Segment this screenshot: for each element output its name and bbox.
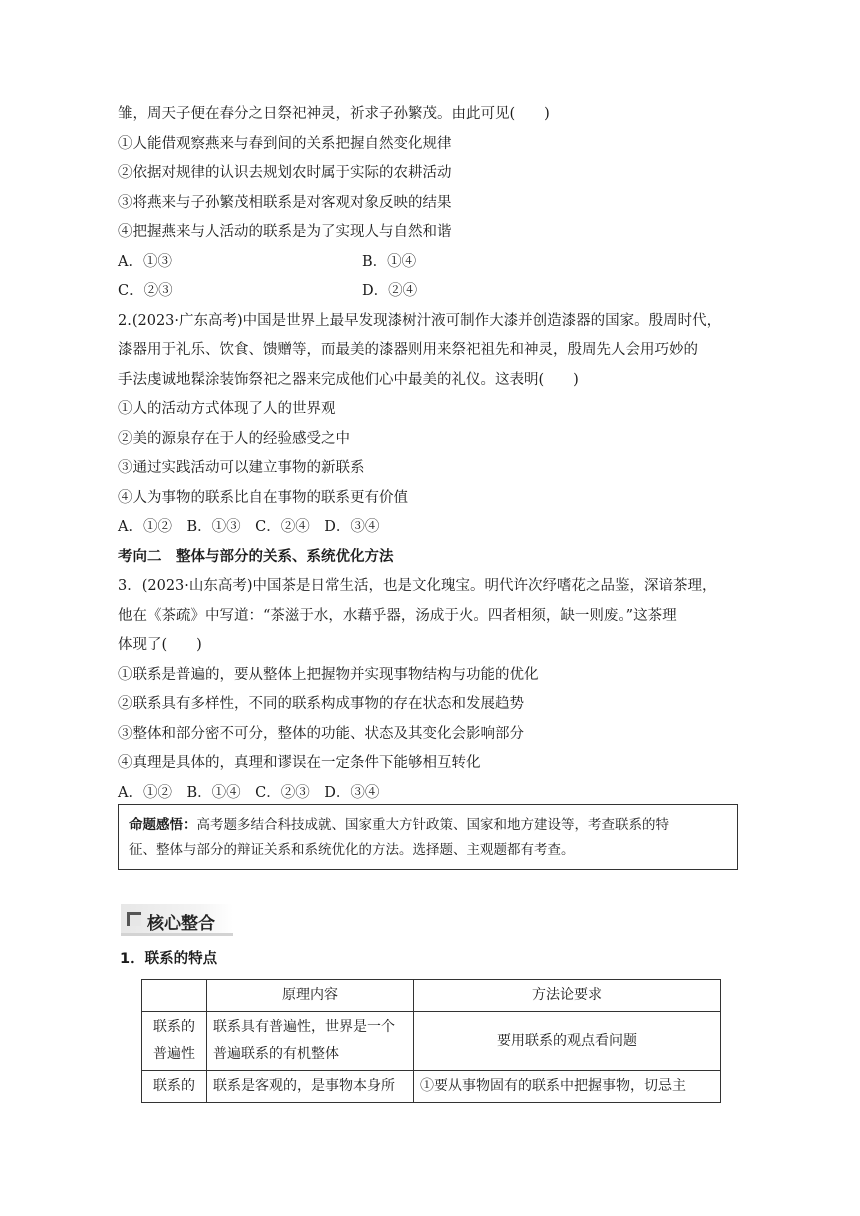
- section-header: [121, 904, 233, 936]
- q3-item-2: ②联系具有多样性，不同的联系构成事物的存在状态和发展趋势: [118, 696, 524, 712]
- q2-item-4: ④人为事物的联系比自在事物的联系更有价值: [118, 490, 408, 506]
- q3-item-4: ④真理是具体的，真理和谬误在一定条件下能够相互转化: [118, 755, 481, 771]
- q3-item-1: ①联系是普遍的，要从整体上把握物并实现事物结构与功能的优化: [118, 667, 539, 683]
- row-1-principle: [207, 1012, 414, 1071]
- q1-option-b: B．①④: [362, 254, 417, 270]
- table-header-methodology: 方法论要求: [414, 980, 721, 1012]
- row-1-name-line-1: 联系的: [153, 1019, 195, 1035]
- direction-two-heading: 考向二 整体与部分的关系、系统优化方法: [118, 549, 394, 565]
- row-1-method: 要用联系的观点看问题: [414, 1012, 721, 1071]
- features-table: [141, 979, 721, 1103]
- q2-stem-line-3: 手法虔诚地髹涂装饰祭祀之器来完成他们心中最美的礼仪。这表明( ): [118, 372, 579, 388]
- insight-note-title: 命题感悟：: [129, 817, 197, 833]
- row-2-principle: 联系是客观的，是事物本身所: [207, 1071, 414, 1103]
- q1-item-3: ③将燕来与子孙繁茂相联系是对客观对象反映的结果: [118, 195, 452, 211]
- table-row: [142, 1012, 721, 1071]
- q2-stem-line-2: 漆器用于礼乐、饮食、馈赠等，而最美的漆器则用来祭祀祖先和神灵，殷周先人会用巧妙的: [118, 342, 698, 358]
- insight-note-text-1: 高考题多结合科技成就、国家重大方针政策、国家和地方建设等，考查联系的特: [196, 817, 669, 833]
- row-1-principle-line-1: 联系具有普遍性，世界是一个: [213, 1019, 395, 1035]
- section-bracket-icon: [127, 912, 141, 926]
- q1-item-1: ①人能借观察燕来与春到间的关系把握自然变化规律: [118, 136, 452, 152]
- q1-option-c: C．②③: [118, 283, 173, 299]
- insight-note-line-1: [129, 813, 727, 838]
- q2-item-1: ①人的活动方式体现了人的世界观: [118, 401, 336, 417]
- subheading: [120, 949, 217, 969]
- q1-item-4: ④把握燕来与人活动的联系是为了实现人与自然和谐: [118, 224, 452, 240]
- table-row: [142, 1071, 721, 1103]
- q1-option-a: A．①③: [118, 254, 172, 270]
- q1-option-d: D．②④: [362, 283, 418, 299]
- q3-item-3: ③整体和部分密不可分，整体的功能、状态及其变化会影响部分: [118, 726, 524, 742]
- insight-note-box: [118, 804, 738, 870]
- q1-stem: 雏，周天子便在春分之日祭祀神灵，祈求子孙繁茂。由此可见( ): [118, 106, 550, 122]
- q2-item-3: ③通过实践活动可以建立事物的新联系: [118, 460, 365, 476]
- table-header-principle: 原理内容: [207, 980, 414, 1012]
- table-header-cell-empty: [142, 980, 207, 1012]
- subheading-text: 1．联系的特点: [120, 951, 218, 967]
- q2-options: A．①② B．①③ C．②④ D．③④: [118, 519, 380, 535]
- row-2-method: ①要从事物固有的联系中把握事物，切忌主: [414, 1071, 721, 1103]
- q3-stem-line-2: 他在《茶疏》中写道：“茶滋于水，水藉乎器，汤成于火。四者相须，缺一则废。”这茶理: [118, 608, 677, 624]
- row-2-name: 联系的: [142, 1071, 207, 1103]
- row-1-principle-line-2: 普遍联系的有机整体: [213, 1046, 339, 1062]
- row-1-name: [142, 1012, 207, 1071]
- row-1-name-line-2: 普遍性: [153, 1046, 195, 1062]
- q3-stem-line-3: 体现了( ): [118, 637, 202, 653]
- table-header-row: [142, 980, 721, 1012]
- q2-stem-line-1: 2.(2023·广东高考)中国是世界上最早发现漆树汁液可制作大漆并创造漆器的国家。殷周时代，: [118, 313, 722, 329]
- q3-stem-line-1: 3．(2023·山东高考)中国茶是日常生活，也是文化瑰宝。明代许次纾嗜花之品鉴，深谙茶理，: [118, 578, 717, 594]
- q2-item-2: ②美的源泉存在于人的经验感受之中: [118, 431, 350, 447]
- insight-note-line-2: 征、整体与部分的辩证关系和系统优化的方法。选择题、主观题都有考查。: [129, 842, 575, 858]
- section-title: 核心整合: [147, 914, 215, 934]
- q1-item-2: ②依据对规律的认识去规划农时属于实际的农耕活动: [118, 165, 452, 181]
- q3-options: A．①② B．①④ C．②③ D．③④: [118, 785, 380, 801]
